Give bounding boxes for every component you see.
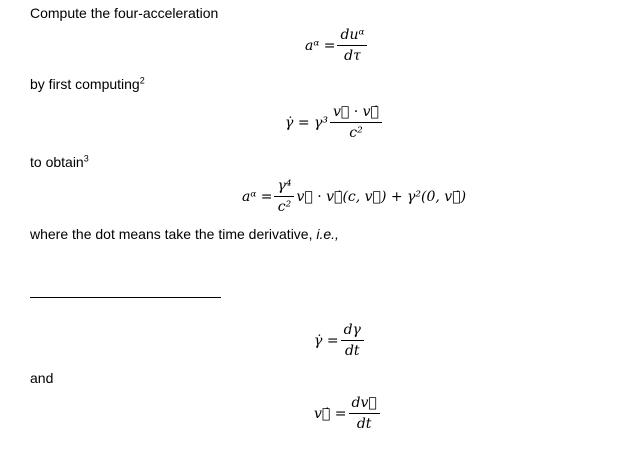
equation-lhs: γ̇ = γ³ — [285, 114, 328, 131]
intro-text — [30, 4, 218, 22]
footnote-marker: 3 — [83, 153, 89, 164]
step-sentence: by first computing — [30, 76, 140, 92]
equation-fraction — [341, 322, 364, 359]
equation-fraction — [349, 395, 380, 432]
fraction-numerator: dv⃗ — [349, 395, 380, 414]
fraction-numerator: γ⁴ — [274, 178, 294, 197]
fraction-numerator: duᵅ — [337, 27, 367, 46]
and-text — [30, 369, 53, 387]
equation-lhs: aᵅ = — [242, 188, 273, 205]
fraction-denominator: c² — [349, 125, 363, 141]
equation-lhs: aᵅ = — [305, 37, 336, 54]
equation-lhs: v⃗̇ = — [314, 405, 347, 422]
step-text — [30, 75, 145, 93]
result-text — [30, 153, 89, 171]
equation-fraction — [337, 27, 367, 64]
equation-rhs: v⃗ · v⃗̇(c, v⃗) + γ²(0, v⃗̇) — [296, 188, 467, 205]
fraction-denominator: dτ — [344, 48, 361, 64]
footnote-separator — [30, 297, 221, 298]
equation-gamma-dot-derivative — [314, 322, 366, 359]
equation-lhs: γ̇ = — [314, 332, 339, 349]
result-sentence: to obtain — [30, 154, 84, 170]
fraction-numerator: dγ — [341, 322, 364, 341]
explanation-ie: i.e., — [316, 226, 339, 242]
explanation-sentence: where the dot means take the time derivative, — [30, 226, 317, 242]
equation-four-acceleration-definition — [305, 27, 369, 64]
fraction-numerator: v⃗ · v⃗̇ — [330, 104, 382, 123]
fraction-denominator: dt — [356, 416, 372, 432]
equation-fraction — [330, 104, 382, 141]
explanation-text — [30, 225, 339, 243]
and-word: and — [30, 370, 54, 386]
intro-sentence: Compute the four-acceleration — [30, 5, 219, 21]
footnote-marker: 2 — [139, 75, 145, 86]
equation-four-acceleration-result — [242, 178, 466, 215]
equation-gamma-dot — [285, 104, 384, 141]
fraction-denominator: dt — [344, 343, 360, 359]
equation-fraction — [274, 178, 294, 215]
fraction-denominator: c² — [277, 199, 292, 215]
equation-velocity-dot-derivative — [314, 395, 382, 432]
